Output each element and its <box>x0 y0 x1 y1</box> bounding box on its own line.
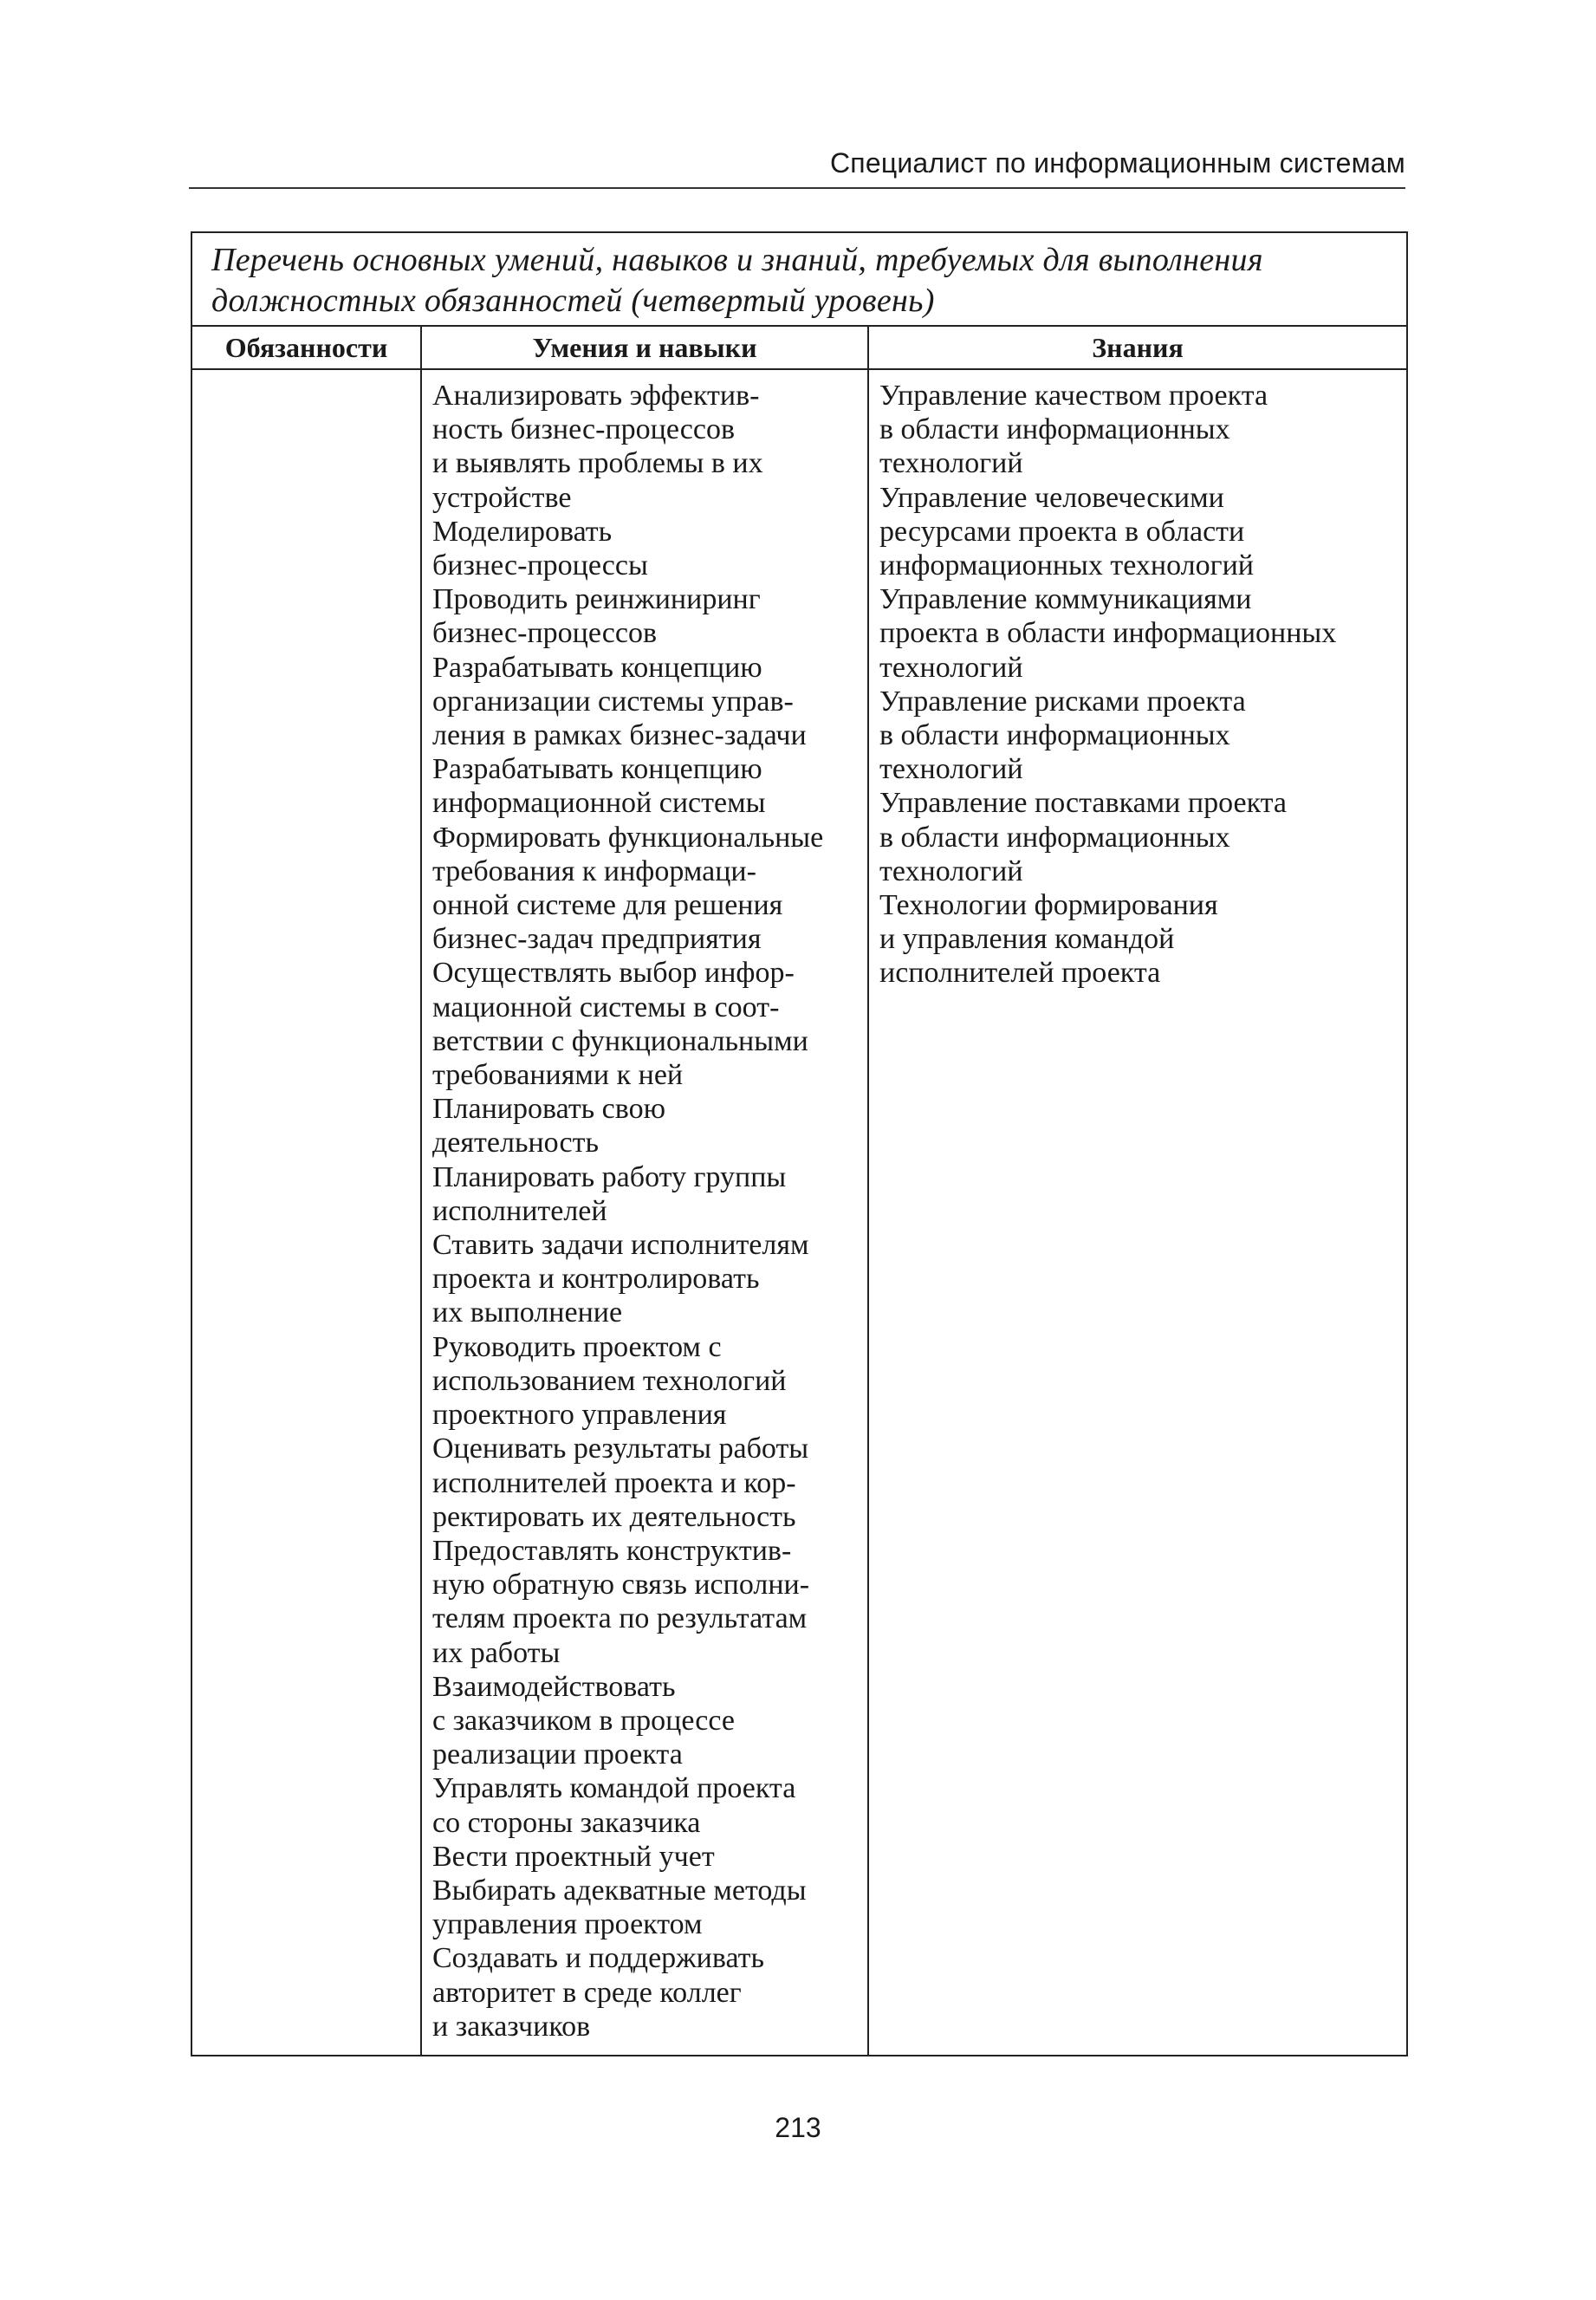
knowledge-line: в области информационных <box>879 413 1230 446</box>
skill-line: ную обратную связь исполни- <box>432 1569 810 1602</box>
skill-line: и выявлять проблемы в их <box>432 447 763 480</box>
caption-line: Перечень основных умений, навыков и знаний, требуемых для выполнения <box>211 242 1263 278</box>
knowledge-cell <box>868 369 1407 2056</box>
table-caption-row <box>191 232 1407 326</box>
skill-line: Планировать свою <box>432 1093 665 1126</box>
knowledge-line: Управление коммуникациями <box>879 583 1252 616</box>
skill-line: их работы <box>432 1636 561 1669</box>
knowledge-line: технологий <box>879 854 1023 887</box>
skill-line: Разрабатывать концепцию <box>432 651 762 684</box>
duties-cell <box>191 369 421 2056</box>
skill-line: бизнес-процессы <box>432 549 648 582</box>
column-header-duties: Обязанности <box>191 326 421 369</box>
skill-line: Управлять командой проекта <box>432 1772 796 1805</box>
column-header-knowledge: Знания <box>868 326 1407 369</box>
skill-line: Руководить проектом с <box>432 1330 722 1363</box>
skills-cell <box>421 369 868 2056</box>
knowledge-line: Управление поставками проекта <box>879 787 1288 820</box>
skill-line: телям проекта по результатам <box>432 1602 808 1635</box>
skill-line: требования к информаци- <box>432 854 756 887</box>
knowledge-line: Технологии формирования <box>879 889 1218 922</box>
skill-line: Разрабатывать концепцию <box>432 753 762 786</box>
skill-line: Ставить задачи исполнителям <box>432 1229 809 1262</box>
skill-line: Вести проектный учет <box>432 1840 715 1873</box>
skill-line: проектного управления <box>432 1399 727 1432</box>
skill-line: ность бизнес-процессов <box>432 413 736 446</box>
skill-line: информационной системы <box>432 787 766 820</box>
knowledge-line: проекта в области информационных <box>879 617 1337 650</box>
knowledge-line: технологий <box>879 651 1023 684</box>
knowledge-line: технологий <box>879 753 1023 786</box>
skill-line: реализации проекта <box>432 1738 683 1771</box>
skill-line: со стороны заказчика <box>432 1806 701 1839</box>
skill-line: ректировать их деятельность <box>432 1500 796 1533</box>
skill-line: использованием технологий <box>432 1364 787 1397</box>
skill-line: авторитет в среде коллег <box>432 1976 742 2009</box>
skill-line: исполнителей проекта и кор- <box>432 1466 796 1499</box>
skill-line: Анализировать эффектив- <box>432 380 760 412</box>
skill-line: организации системы управ- <box>432 685 794 718</box>
knowledge-line: в области информационных <box>879 821 1230 854</box>
skill-line: Создавать и поддерживать <box>432 1942 765 1975</box>
knowledge-line: технологий <box>879 447 1023 480</box>
knowledge-line: исполнителей проекта <box>879 957 1161 990</box>
knowledge-line: ресурсами проекта в области <box>879 515 1245 548</box>
skill-line: с заказчиком в процессе <box>432 1704 735 1737</box>
skill-line: ветствии с функциональными <box>432 1024 808 1057</box>
skill-line: Осуществлять выбор инфор- <box>432 957 795 990</box>
knowledge-line: Управление рисками проекта <box>879 685 1246 718</box>
skill-line: Проводить реинжиниринг <box>432 583 761 616</box>
page-number: 213 <box>775 2112 821 2143</box>
skill-line: устройстве <box>432 481 572 514</box>
skill-line: ления в рамках бизнес-задачи <box>432 719 807 752</box>
skill-line: бизнес-задач предприятия <box>432 923 762 956</box>
skill-line: управления проектом <box>432 1908 703 1941</box>
skill-line: Планировать работу группы <box>432 1160 787 1193</box>
skill-line: и заказчиков <box>432 2010 591 2043</box>
knowledge-line: и управления командой <box>879 923 1175 956</box>
skill-line: их выполнение <box>432 1296 623 1329</box>
knowledge-line: в области информационных <box>879 719 1230 752</box>
skill-line: проекта и контролировать <box>432 1263 760 1296</box>
skill-line: деятельность <box>432 1127 599 1160</box>
header-rule <box>189 187 1405 189</box>
skill-line: требованиями к ней <box>432 1059 684 1092</box>
skill-line: исполнителей <box>432 1194 607 1227</box>
skill-line: Предоставлять конструктив- <box>432 1534 792 1567</box>
knowledge-line: Управление человеческими <box>879 481 1224 514</box>
table-row <box>191 369 1407 2056</box>
skill-line: мационной системы в соот- <box>432 991 780 1023</box>
table-caption <box>191 232 1407 326</box>
skill-line: Оценивать результаты работы <box>432 1433 809 1465</box>
running-head: Специалист по информационным системам <box>829 147 1405 179</box>
skill-line: Формировать функциональные <box>432 821 824 854</box>
table-header-row <box>191 326 1407 369</box>
knowledge-line: Управление качеством проекта <box>879 380 1268 412</box>
skill-line: бизнес-процессов <box>432 617 658 650</box>
caption-line: должностных обязанностей (четвертый уровень) <box>211 283 935 319</box>
knowledge-line: информационных технологий <box>879 549 1254 582</box>
column-header-skills: Умения и навыки <box>421 326 868 369</box>
skill-line: онной системе для решения <box>432 889 783 922</box>
skill-line: Выбирать адекватные методы <box>432 1874 807 1907</box>
skill-line: Моделировать <box>432 515 613 548</box>
skill-line: Взаимодействовать <box>432 1670 676 1703</box>
competency-table <box>191 231 1408 2056</box>
